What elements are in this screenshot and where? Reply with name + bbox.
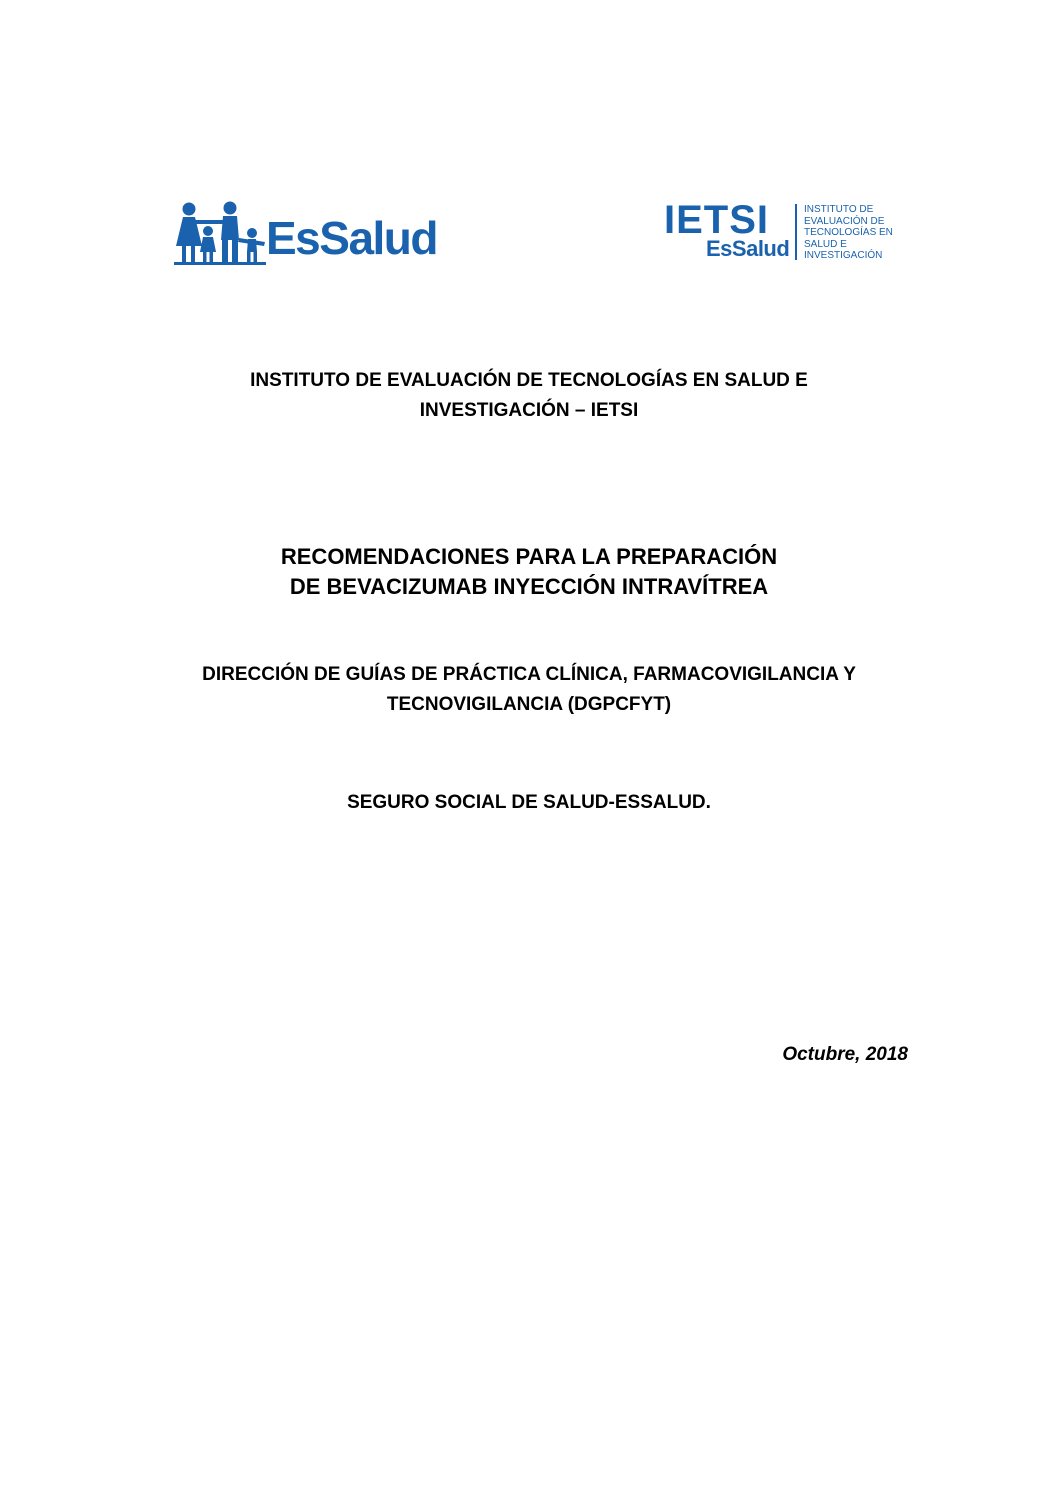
essalud-logo [172,200,447,268]
institute-heading [0,366,1058,426]
ietsi-description-line: TECNOLOGÍAS EN [804,227,893,238]
ietsi-logo [664,200,894,266]
ietsi-description-line: SALUD E [804,238,847,250]
direction-heading-line: DIRECCIÓN DE GUÍAS DE PRÁCTICA CLÍNICA, FARMACOVIGILANCIA Y [202,664,856,685]
document-title [0,542,1058,602]
institute-heading-line: INVESTIGACIÓN – IETSI [419,400,639,421]
institute-heading-line: INSTITUTO DE EVALUACIÓN DE TECNOLOGÍAS EN SALUD E [250,370,808,391]
direction-heading-line: TECNOVIGILANCIA (DGPCFYT) [386,694,672,715]
ietsi-wordmark: IETSI [664,198,770,242]
document-date: Octubre, 2018 [782,1044,908,1065]
ietsi-divider [795,204,797,260]
ietsi-description [804,204,893,262]
direction-heading [0,660,1058,720]
ietsi-essalud-wordmark: EsSalud [706,236,790,261]
ietsi-description-line: INSTITUTO DE [804,204,874,215]
organization-name: SEGURO SOCIAL DE SALUD-ESSALUD. [347,792,711,813]
ietsi-description-line: EVALUACIÓN DE [804,215,885,227]
essalud-wordmark: EsSalud [266,212,438,264]
document-title-line: RECOMENDACIONES PARA LA PREPARACIÓN [280,544,778,569]
family-figures-icon [172,200,266,268]
document-title-line: DE BEVACIZUMAB INYECCIÓN INTRAVÍTREA [289,574,769,599]
ietsi-description-line: INVESTIGACIÓN [804,250,883,261]
